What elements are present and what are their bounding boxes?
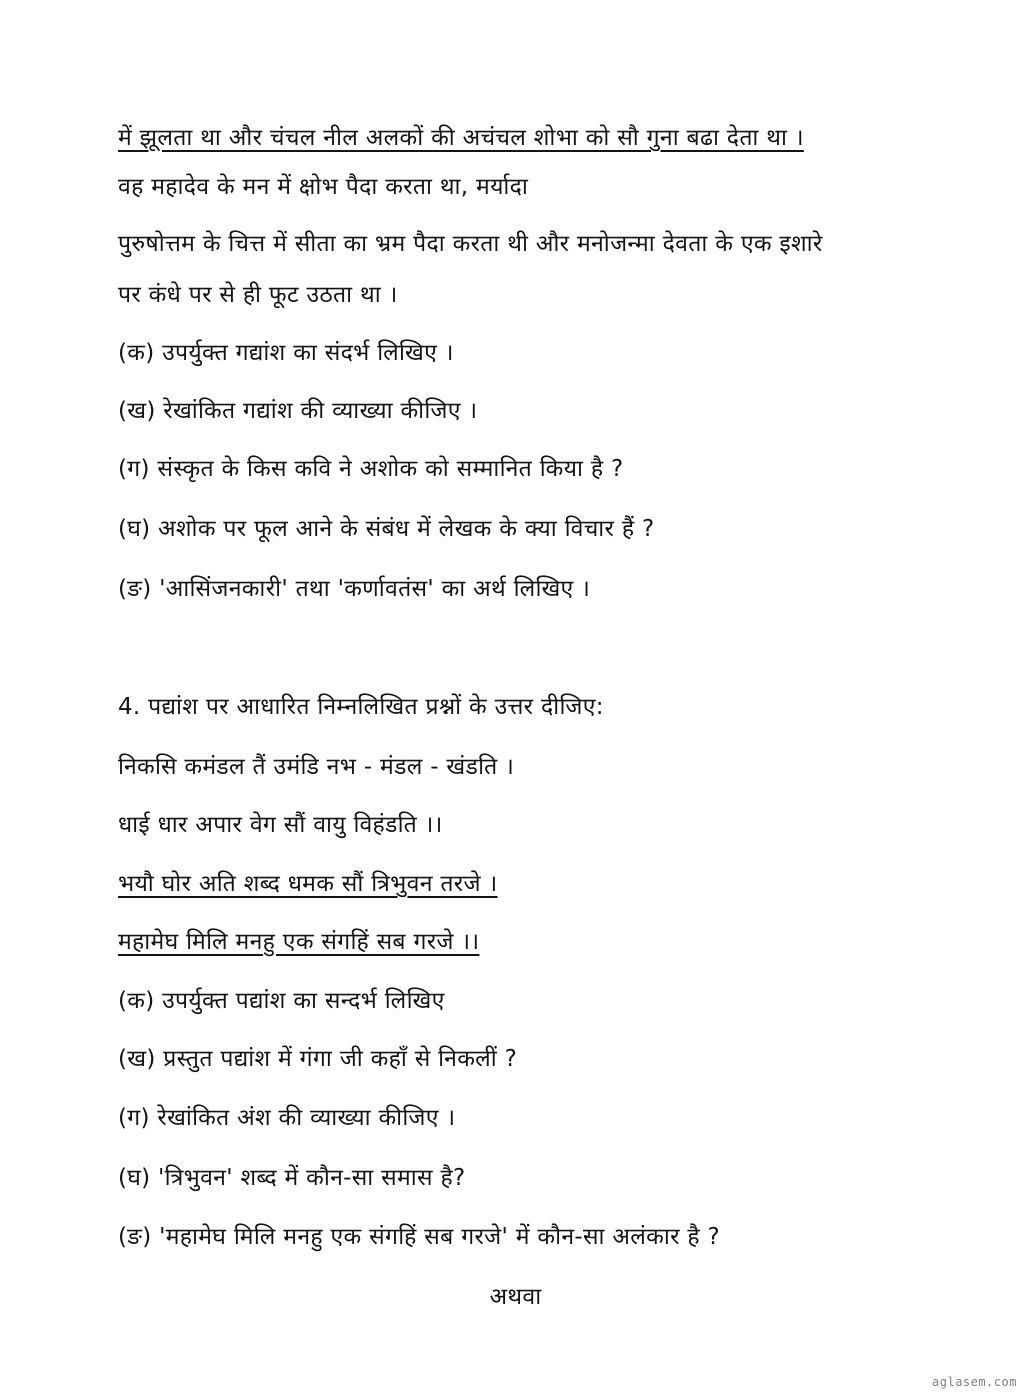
passage-line: पुरुषोत्तम के चित्त में सीता का भ्रम पैदा करता थी और मनोजन्मा देवता के एक इशारे xyxy=(118,231,823,257)
verse-line-underlined: महामेघ मिलि मनहु एक संगहिं सब गरजे ।। xyxy=(118,929,480,955)
question-gha: (घ) 'त्रिभुवन' शब्द में कौन-सा समास है? xyxy=(118,1165,466,1191)
verse-line-underlined: भयौ घोर अति शब्द धमक सौं त्रिभुवन तरजे । xyxy=(118,871,498,897)
passage-line: पर कंधे पर से ही फूट उठता था । xyxy=(118,282,398,308)
question-ga: (ग) रेखांकित अंश की व्याख्या कीजिए । xyxy=(118,1105,456,1131)
question-nga: (ङ) 'महामेघ मिलि मनहु एक संगहिं सब गरजे' में कौन-सा अलंकार है ? xyxy=(118,1224,721,1250)
passage-line-underlined: में झूलता था और चंचल नील अलकों की अचंचल शोभा को सौ गुना बढा देता था । xyxy=(118,125,804,151)
watermark: aglasem.com xyxy=(932,1375,1017,1389)
passage-line: वह महादेव के मन में क्षोभ पैदा करता था, मर्यादा xyxy=(118,174,529,200)
question-gha: (घ) अशोक पर फूल आने के संबंध में लेखक के क्या विचार हैं ? xyxy=(118,516,655,542)
question-kha: (ख) प्रस्तुत पद्यांश में गंगा जी कहाँ से निकलीं ? xyxy=(118,1046,518,1072)
verse-line: निकसि कमंडल तैं उमंडि नभ - मंडल - खंडति । xyxy=(118,754,515,780)
question-ka: (क) उपर्युक्त पद्यांश का सन्दर्भ लिखिए xyxy=(118,988,445,1014)
verse-line: धाई धार अपार वेग सौं वायु विहंडति ।। xyxy=(118,812,443,838)
question-ka: (क) उपर्युक्त गद्यांश का संदर्भ लिखिए । xyxy=(118,340,454,366)
question-nga: (ङ) 'आसिंजनकारी' तथा 'कर्णावतंस' का अर्थ लिखिए । xyxy=(118,576,591,602)
section-heading: 4. पद्यांश पर आधारित निम्नलिखित प्रश्नों के उत्तर दीजिए: xyxy=(118,694,604,720)
question-ga: (ग) संस्कृत के किस कवि ने अशोक को सम्मानित किया है ? xyxy=(118,456,624,482)
athva-separator: अथवा xyxy=(489,1284,542,1310)
question-kha: (ख) रेखांकित गद्यांश की व्याख्या कीजिए । xyxy=(118,398,478,424)
